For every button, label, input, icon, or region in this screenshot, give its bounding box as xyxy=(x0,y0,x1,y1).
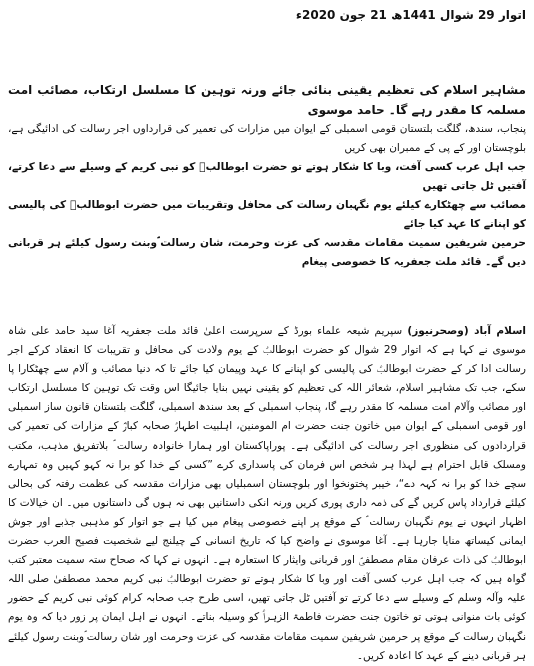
lead-line: مصائب سے چھٹکارے کیلئے یوم نگہبان رسالت کی محافل وتقریبات میں حضرت ابوطالبؑ کی پالیسی کو اپنانے کا عہد کیا جائے xyxy=(8,199,526,230)
headline-block xyxy=(8,80,526,272)
body-dateline: اسلام آباد (وصحرنیوز) xyxy=(407,325,527,337)
headline: مشاہیر اسلام کی تعظیم یقینی بنائی جائے ورنہ توہین کا مسلسل ارتکاب، مصائب امت مسلمہ کا مقدر رہے گا۔ حامد موسوی xyxy=(8,83,526,117)
lead-line: پنجاب، سندھ، گلگت بلتستان قومی اسمبلی کے ایوان میں مزارات کی تعمیر کی قرارداوں اجر رسالت کی ادائیگی ہے، بلوچستان اور کے پی کے ممبران بھی کریں xyxy=(8,123,526,154)
article-body xyxy=(8,322,526,666)
lead-line: حرمین شریفین سمیت مقامات مقدسہ کی عزت وحرمت، شان رسالت ؐوبنت رسول کیلئے ہر قربانی دیں گے۔ قائد ملت جعفریہ کا خصوصی پیغام xyxy=(8,237,526,268)
date-line: اتوار 29 شوال 1441ھ 21 جون 2020ء xyxy=(295,8,526,22)
article-text: سپریم شیعہ علماء بورڈ کے سرپرست اعلیٰ قائد ملت جعفریہ آغا سید حامد علی شاہ موسوی نے کہا ہے کہ اتوار 29 شوال کو حضرت ابوطالبؑ کے یوم ولادت کی محافل و تقریبات کا انعقاد کرکے اجر رسالت ادا کر کے حضرت ابوطالبؑ کی پالیسی کو اپنانے کا عہد وپیمان کیا جائے تا کہ دنیا مصائب و آلام سے چھٹکارا پا سکے، جب تک مشاہیر اسلام، شعائر اللہ کی تعظیم کو یقینی نہیں بنایا جائیگا اس وقت تک توہین کا مسلسل ارتکاب اور مصائب وآلام امت مسلمہ کا مقدر رہے گا، پنجاب اسمبلی کے بعد سندھ اسمبلی، گلگت بلتستان قانون ساز اسمبلی اور قومی اسمبلی کے ایوان میں خاتون جنت حضرت ام المومنین، اہلبیت اطہارؑ صحابہ کبارؓ کے مزارات کی تعمیر کی قراردادوں کی منظوری اجر رسالت کی ادائیگی ہے۔ پوراپاکستان اور ہمارا خانوادہ رسالت ؐ بلاتفریق مذہب، مکتب ومسلک قابل احترام ہے لہذا ہر شخص اس فرمان کی پاسداری کرے ”کسی کے خدا کو برا نہ کہو کہیں وہ تمہارے سچے خدا کو برا نہ کہہ دے“، خیبر پختونخوا اور بلوچستان اسمبلیاں بھی مزارات مقدسہ کی عظمت رفتہ کی بحالی کیلئے قرارداد پاس کریں گے کی ذمہ داری پوری کریں ورنہ انکی داستانیں بھی نہ ہوں گی داستانوں میں۔ ان خیالات کا اظہار انہوں نے یوم نگہبان رسالت ؐ کے موقع پر اپنے خصوصی پیغام میں کیا ہے جو اتوار کو مذہبی جذبے اور جوش ایمانی کیساتھ منایا جارہا ہے۔ آغا موسوی نے واضح کیا کہ تاریخ انسانی کے چیلنج لیے شخصیت فصیح العرب حضرت ابوطالبؑ کی ذات عرفان مقام مصطفیؐ اور قربانی وایثار کا استعارہ ہے۔ انہوں نے کہا کہ صحاح ستہ سمیت معتبر کتب گواہ ہیں کہ جب اہل عرب کسی آفت اور وبا کا شکار ہوتے تو حضرت ابوطالبؑ نبی کریم محمد مصطفیٰ صلی اللہ علیہ وآلہ وسلم کے وسیلے سے دعا کرتے تو آفتیں ٹل جاتی تھیں، اسی طرح جب صحابہ کرام کوئی نبی کریم کے حضور کوئی بات منوانی ہوتی تو خاتون جنت حضرت فاطمۃ الزہراؑ کو وسیلہ بناتے۔ انہوں نے اہل ایمان پر زور دیا کہ وہ یوم نگہبان رسالت کے موقع پر حرمین شریفین سمیت مقامات مقدسہ کی عزت وحرمت اور شان رسالت ؐوبنت رسول کیلئے ہر قربانی دینے کے عہد کا اعادہ کریں۔ xyxy=(8,325,526,662)
lead-line: جب اہل عرب کسی آفت، وبا کا شکار ہوتے تو حضرت ابوطالبؑ کو نبی کریم کے وسیلے سے دعا کرتے، آفتیں ٹل جاتی تھیں xyxy=(8,161,526,192)
